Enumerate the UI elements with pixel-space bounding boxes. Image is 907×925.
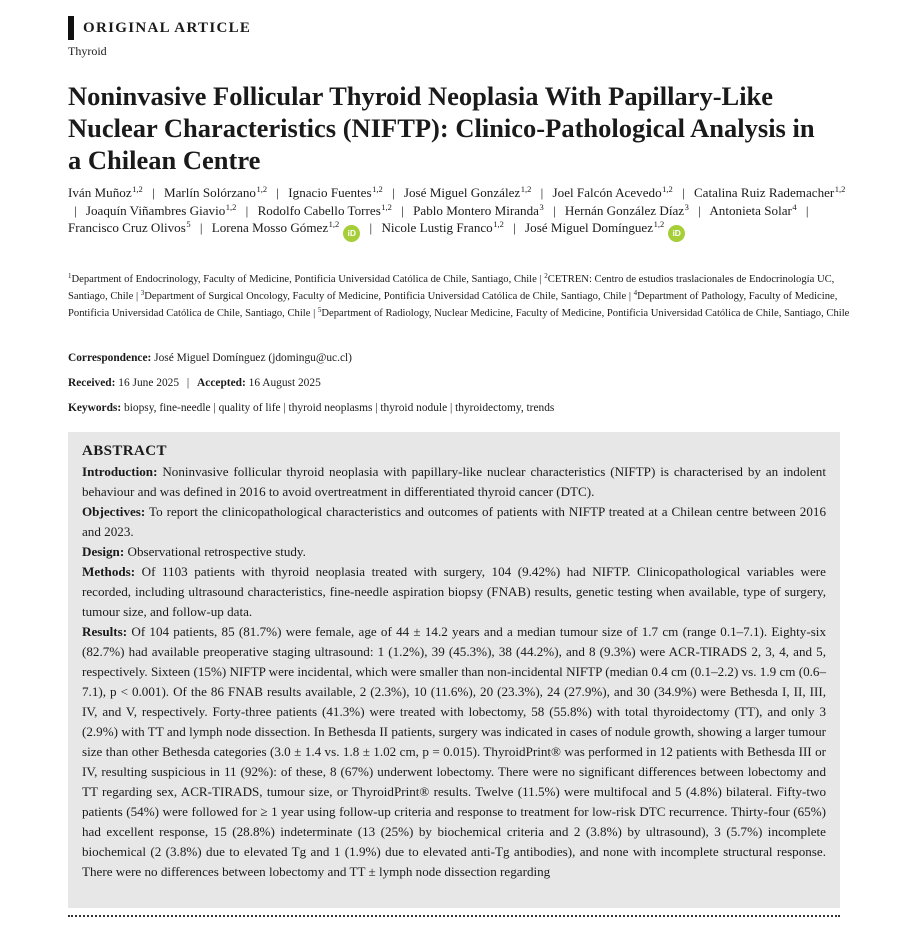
abstract-section-label: Design: (82, 544, 125, 559)
keyword-item: quality of life (218, 402, 281, 414)
author-name-text: Ignacio Fuentes (288, 185, 372, 200)
article-title: Noninvasive Follicular Thyroid Neoplasia With Papillary-Like Nuclear Characteristics (NIFTP): Clinico-Pathological Analysis in a Chilean Centre (68, 81, 815, 175)
keyword-item: thyroid nodule (380, 402, 448, 414)
author-name[interactable] (404, 185, 531, 200)
affiliation-number: 2 (544, 272, 548, 280)
author-name[interactable] (694, 185, 845, 200)
keyword-item: thyroidectomy, trends (455, 402, 555, 414)
author-name[interactable] (86, 203, 236, 218)
affiliation-superscript: 1,2 (520, 184, 532, 194)
received-date: 16 June 2025 (118, 377, 180, 389)
affiliation-superscript: 1,2 (662, 184, 673, 194)
affiliation-number: 3 (140, 289, 145, 298)
author-list (68, 184, 858, 242)
received-label: Received: (68, 377, 116, 389)
author-name[interactable] (381, 220, 503, 235)
abstract-section-text: Noninvasive follicular thyroid neoplasia with papillary-like nuclear characteristics (NIFTP) is characterised by an indolent behaviour and was defined in 2016 to avoid overtreatment in differentiated thyroid cancer (DTC). (82, 464, 826, 499)
abstract-section-text: To report the clinicopathological characteristics and outcomes of patients with NIFTP treated at a Chilean centre between 2016 and 2023. (82, 504, 826, 539)
affiliation-item (141, 291, 626, 302)
author-name[interactable] (164, 185, 267, 200)
author-name[interactable] (211, 219, 361, 238)
abstract-section (82, 562, 826, 622)
author-name[interactable] (553, 185, 673, 200)
author-name-text: Antonieta Solar (709, 202, 792, 218)
author-separator: | (74, 202, 77, 218)
author-name-text: Rodolfo Cabello Torres (257, 202, 381, 218)
section-tag: Thyroid (68, 44, 107, 58)
affiliation-number: 4 (633, 289, 638, 298)
author-separator: | (391, 185, 395, 200)
abstract-section (82, 462, 826, 502)
affiliation-superscript: 1,2 (225, 201, 237, 212)
abstract-section-label: Introduction: (82, 464, 158, 479)
correspondence-line: Correspondence: José Miguel Domínguez (jdomingu@uc.cl) (68, 352, 352, 364)
affiliation-text: CETREN: Centro de estudios traslacionales de Endocrinología UC, Santiago, Chile (68, 274, 835, 303)
affiliation-list (68, 271, 858, 323)
correspondence-name: José Miguel Domínguez (154, 352, 266, 364)
author-separator: | (698, 202, 701, 218)
abstract-box (68, 432, 840, 908)
author-separator: | (513, 220, 516, 235)
affiliation-separator: | (626, 291, 634, 303)
author-separator: | (152, 185, 155, 200)
author-name-text: Marlín Solórzano (163, 185, 256, 200)
keyword-separator: | (372, 402, 381, 414)
affiliation-superscript: 1,2 (381, 201, 392, 212)
author-separator: | (369, 220, 373, 235)
affiliation-superscript: 1,2 (834, 184, 846, 194)
affiliation-text: Department of Surgical Oncology, Faculty of Medicine, Pontificia Universidad Católica de Chile, Santiago, Chile (144, 291, 627, 303)
keyword-separator: | (280, 402, 289, 414)
abstract-section (82, 542, 826, 562)
affiliation-superscript: 1,2 (328, 219, 340, 229)
abstract-section-text: Of 104 patients, 85 (81.7%) were female, age of 44 ± 14.2 years and a median tumour size of 1.7 cm (range 0.1–7.1). Eighty-six (82.7%) had available preoperative staging ultrasound: 1 (1.2%), 39 (45.3%), 38 (44.2%), and 8 (9.3%) were ACR-TIRADS 2, 3, 4, and 5, respectively. Sixteen (15%) NIFTP were incidental, which were smaller than non-incidental NIFTP (median 0.4 cm (0.1–2.2) vs. 1.9 cm (0.6–7.1), p < 0.001). Of the 86 FNAB results available, 2 (2.3%), 10 (11.6%), 20 (23.3%), 24 (27.9%), and 30 (34.9%) were Bethesda I, II, III, IV, and V, respectively. Forty-three patients (41.3%) were treated with lobectomy, 58 (55.8%) with total thyroidectomy (TT), and only 3 (2.9%) with TT and lymph node dissection. In Bethesda II patients, surgery was indicated in cases of nodule growth, showing a larger tumour size than other Bethesda categories (3.0 ± 1.4 vs. 1.8 ± 1.02 cm, p = 0.015). ThyroidPrint® was performed in 12 patients with Bethesda III or IV, resulting suspicious in 11 (92%): of these, 8 (67%) underwent lobectomy. There were no significant differences between lobectomy and TT regarding sex, ACR-TIRADS, tumour size, or ThyroidPrint® results. Twelve (11.5%) were multifocal and 5 (4.8%) bilateral. Fifty-two patients (54%) were followed for ≥ 1 year using follow-up criteria and response to treatment for low-risk DTC recurrence. Thirty-four (65%) had excellent response, 15 (28.8%) indeterminate (13 (25%) by biochemical criteria and 2 (3.8%) by ultrasound), 3 (5.7%) incomplete biochemical (2 (3.8%) due to elevated Tg and 1 (1.9%) due to elevated anti-Tg antibodies), and none with incomplete structural response. There were no differences between lobectomy and TT ± lymph node dissection regarding (82, 624, 826, 879)
abstract-section (82, 622, 826, 882)
author-separator: | (401, 202, 404, 218)
author-name[interactable] (258, 203, 392, 218)
abstract-section (82, 502, 826, 542)
author-name[interactable] (525, 219, 685, 238)
affiliation-separator: | (536, 274, 545, 285)
affiliation-item (68, 274, 537, 285)
author-name[interactable] (709, 203, 796, 218)
author-name-text: Catalina Ruiz Rademacher (693, 185, 835, 200)
affiliation-separator: | (310, 308, 318, 320)
author-separator: | (682, 185, 685, 200)
accepted-label: Accepted: (197, 377, 246, 389)
keyword-item: biopsy, fine-needle (124, 402, 211, 414)
affiliation-superscript: 3 (539, 201, 544, 212)
orcid-icon[interactable]: iD (668, 225, 685, 242)
article-type-label: ORIGINAL ARTICLE (68, 16, 251, 40)
abstract-section-text: Observational retrospective study. (127, 544, 306, 559)
author-name-text: Francisco Cruz Olivos (68, 220, 186, 235)
author-separator: | (199, 220, 203, 235)
correspondence-label: Correspondence: (68, 352, 152, 364)
keywords-list (124, 402, 554, 414)
affiliation-superscript: 1,2 (653, 219, 665, 229)
author-name-text: Pablo Montero Miranda (413, 202, 539, 218)
affiliation-superscript: 4 (792, 201, 797, 212)
dates-line (68, 377, 321, 389)
author-name[interactable] (565, 203, 689, 218)
affiliation-number: 1 (68, 272, 72, 280)
affiliation-superscript: 1,2 (372, 184, 383, 194)
author-name-text: Lorena Mosso Gómez (211, 220, 329, 235)
affiliation-text: Department of Pathology, Faculty of Medicine, Pontificia Universidad Católica de Chile, Santiago, Chile (68, 291, 838, 320)
abstract-section-label: Results: (82, 624, 128, 639)
affiliation-item (318, 308, 849, 319)
author-separator: | (540, 185, 544, 200)
affiliation-text: Department of Endocrinology, Faculty of Medicine, Pontificia Universidad Católica de Chile, Santiago, Chile (71, 274, 537, 285)
author-separator: | (245, 202, 249, 218)
affiliation-superscript: 1,2 (493, 219, 504, 229)
affiliation-superscript: 1,2 (256, 184, 268, 194)
affiliation-number: 5 (317, 306, 322, 315)
author-name[interactable] (288, 185, 382, 200)
author-name-text: Joaquín Viñambres Giavio (85, 202, 226, 218)
affiliation-separator: | (133, 291, 141, 303)
abstract-section-label: Objectives: (82, 504, 146, 519)
author-separator: | (552, 202, 556, 218)
author-name-text: Iván Muñoz (68, 185, 132, 200)
author-name[interactable] (68, 185, 143, 200)
separator: | (186, 377, 190, 389)
keyword-item: thyroid neoplasms (288, 402, 373, 414)
correspondence-email-link[interactable]: jdomingu@uc.cl (272, 352, 349, 364)
abstract-heading: ABSTRACT (82, 443, 167, 459)
accepted-date: 16 August 2025 (248, 377, 321, 389)
affiliation-text: Department of Radiology, Nuclear Medicine, Faculty of Medicine, Pontificia Universidad Católica de Chile, Santiago, Chile (321, 308, 850, 320)
keyword-separator: | (210, 402, 219, 414)
author-name[interactable] (68, 220, 191, 235)
affiliation-superscript: 1,2 (132, 184, 143, 194)
affiliation-superscript: 3 (684, 201, 689, 212)
author-separator: | (276, 185, 279, 200)
orcid-icon[interactable]: iD (343, 225, 360, 242)
author-name[interactable] (413, 203, 544, 218)
author-separator: | (805, 202, 809, 218)
affiliation-superscript: 5 (186, 219, 191, 229)
author-name-text: Joel Falcón Acevedo (552, 185, 662, 200)
abstract-section-text: Of 1103 patients with thyroid neoplasia treated with surgery, 104 (9.42%) had NIFTP. Clinicopathological variables were recorded, including ultrasound characteristics, fine-needle aspiration biopsy (FNAB) results, genetic testing when available, type of surgery, tumour size, and follow-up data. (82, 564, 826, 619)
author-name-text: José Miguel González (403, 185, 521, 200)
keywords-label: Keywords: (68, 402, 122, 414)
keyword-separator: | (447, 402, 456, 414)
keywords-line (68, 402, 554, 414)
author-name-text: José Miguel Domínguez (525, 220, 654, 235)
author-name-text: Nicole Lustig Franco (381, 220, 493, 235)
author-name-text: Hernán González Díaz (564, 202, 685, 218)
abstract-section-label: Methods: (82, 564, 136, 579)
page-divider (68, 915, 840, 917)
